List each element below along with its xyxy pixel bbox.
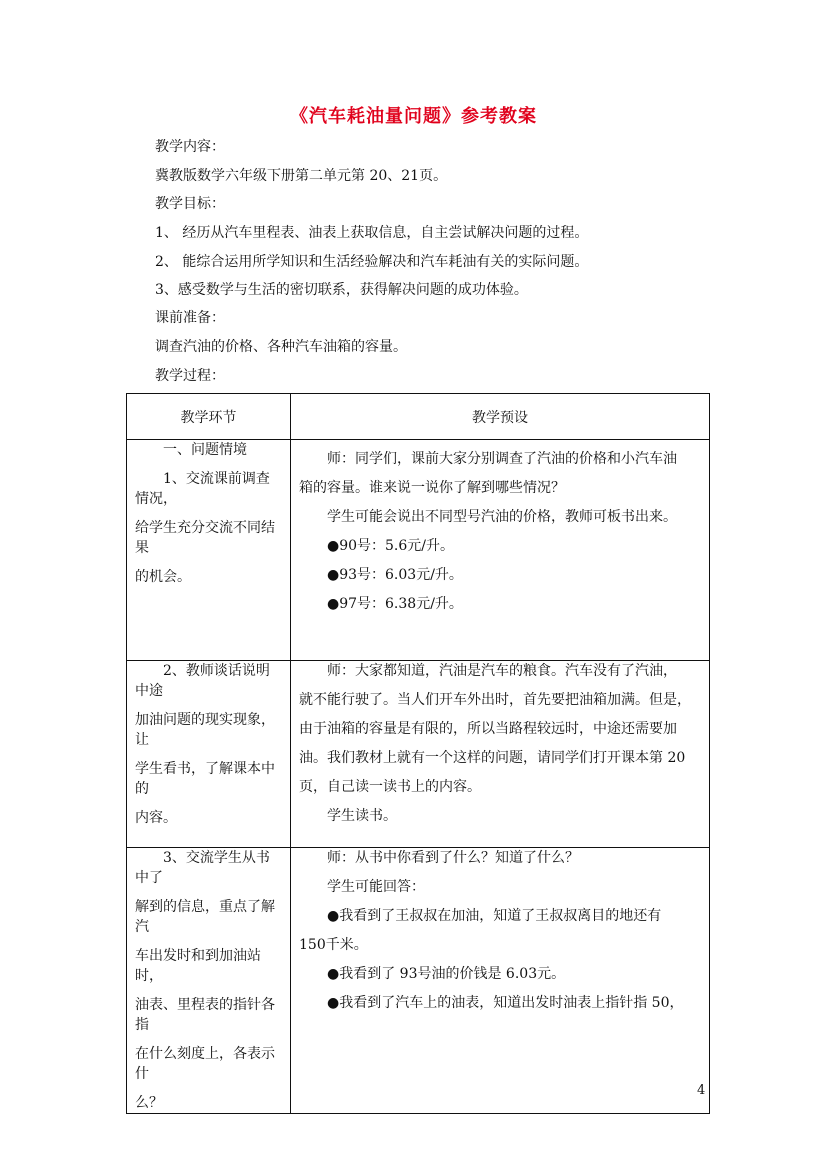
stage-line: 解到的信息，重点了解汽 [135,899,275,935]
plan-line: 页，自己读一读书上的内容。 [299,779,481,795]
table-row [127,440,710,661]
stage-line: 油表、里程表的指针各指 [135,997,275,1033]
plan-line: ●我看到了 93号油的价钱是 6.03元。 [327,966,566,982]
stage-cell [127,848,291,1114]
intro-goal-2: 2、 能综合运用所学知识和生活经验解决和汽车耗油有关的实际问题。 [155,254,589,270]
table-row [127,661,710,848]
plan-line: 师：同学们，课前大家分别调查了汽油的价格和小汽车油 [327,451,677,467]
stage-line: 在什么刻度上，各表示什 [135,1046,275,1082]
stage-line: 车出发时和到加油站时， [135,948,261,984]
plan-cell [291,848,710,1114]
plan-line: 学生可能回答： [327,879,425,895]
plan-line: 学生读书。 [327,808,397,824]
intro-heading-process: 教学过程： [155,368,225,384]
document-title: 《汽车耗油量问题》参考教案 [290,106,537,127]
stage-cell [127,661,291,848]
stage-line: 么？ [135,1095,163,1111]
header-plan: 教学预设 [291,394,710,440]
plan-cell [291,661,710,848]
intro-heading-prep: 课前准备： [155,310,225,326]
plan-line: 由于油箱的容量是有限的，所以当路程较远时，中途还需要加 [299,721,677,737]
plan-line: ●97号：6.38元/升。 [327,596,463,612]
stage-line: 给学生充分交流不同结果 [135,520,275,556]
plan-line: 就不能行驶了。当人们开车外出时，首先要把油箱加满。但是， [299,692,691,708]
plan-line: ●90号：5.6元/升。 [327,538,455,554]
table-row [127,848,710,1114]
stage-line: 2、教师谈话说明中途 [135,663,270,699]
intro-content-text: 冀教版数学六年级下册第二单元第 20、21页。 [155,168,448,184]
intro-goal-1: 1、 经历从汽车里程表、油表上获取信息，自主尝试解决问题的过程。 [155,225,589,241]
plan-line: ●93号：6.03元/升。 [327,567,463,583]
plan-line: 师：大家都知道，汽油是汽车的粮食。汽车没有了汽油， [327,663,677,679]
header-stage: 教学环节 [127,394,291,440]
intro-heading-content: 教学内容： [155,139,225,155]
stage-line: 1、交流课前调查情况， [135,471,270,507]
stage-cell [127,440,291,661]
stage-line: 加油问题的现实现象，让 [135,712,275,748]
plan-line: ●我看到了王叔叔在加油，知道了王叔叔离目的地还有 [327,908,662,924]
plan-line: 150千米。 [299,937,368,953]
plan-line: 师：从书中你看到了什么？知道了什么？ [327,850,579,866]
stage-line: 内容。 [135,810,177,826]
intro-goal-3: 3、感受数学与生活的密切联系，获得解决问题的成功体验。 [155,282,528,298]
lesson-table [126,393,710,1114]
plan-line: ●我看到了汽车上的油表，知道出发时油表上指针指 50， [327,995,684,1011]
plan-line: 箱的容量。谁来说一说你了解到哪些情况？ [299,480,565,496]
plan-line: 学生可能会说出不同型号汽油的价格，教师可板书出来。 [327,509,677,525]
intro-heading-goals: 教学目标： [155,196,225,212]
table-header-row [127,394,710,440]
plan-cell [291,440,710,661]
stage-line: 学生看书，了解课本中的 [135,761,275,797]
intro-prep-text: 调查汽油的价格、各种汽车油箱的容量。 [155,339,407,355]
stage-line: 的机会。 [135,569,191,585]
stage-line: 一、问题情境 [163,442,247,458]
page-number: 4 [697,1083,706,1098]
plan-line: 油。我们教材上就有一个这样的问题，请同学们打开课本第 20 [299,750,686,766]
stage-line: 3、交流学生从书中了 [135,850,270,886]
